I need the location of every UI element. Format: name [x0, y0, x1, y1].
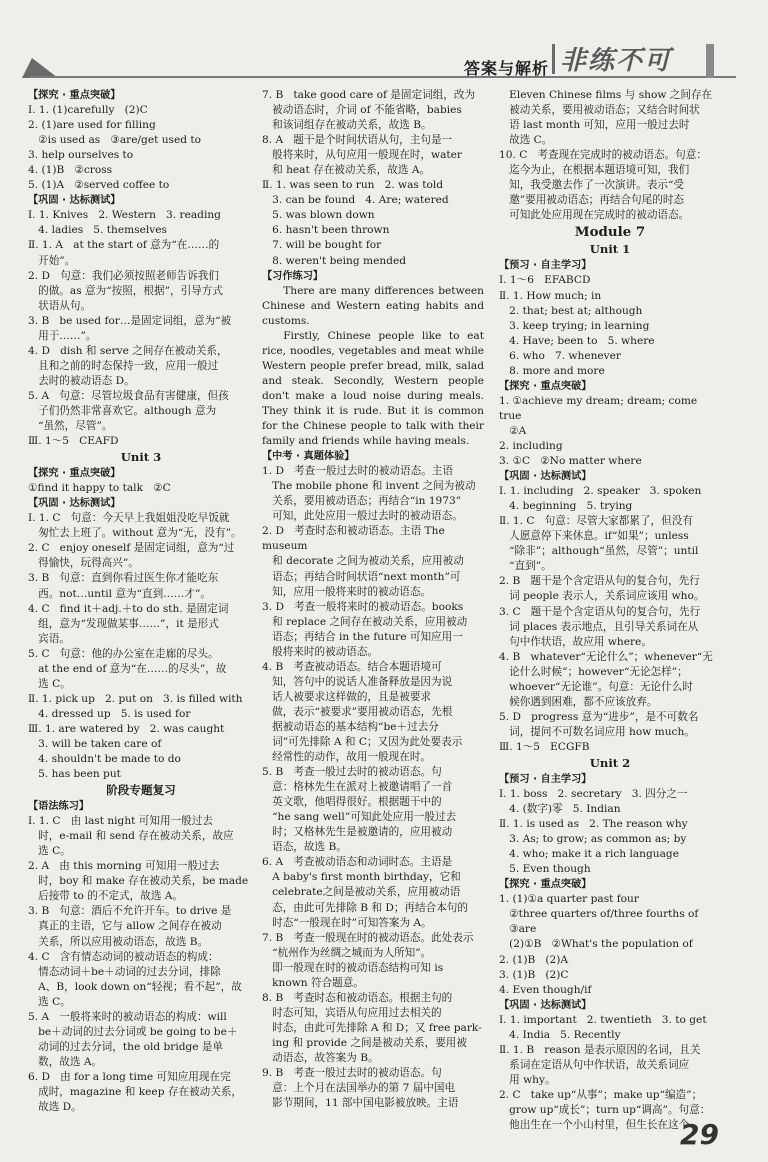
answer-line: Ⅱ. 1. was seen to run 2. was told: [262, 179, 444, 192]
answer-line: 据被动语态的基本结构“be＋过去分: [262, 720, 439, 733]
answer-line: 时，e-mail 和 send 存在被动关系，故应: [28, 830, 234, 843]
answer-line: 3. (1)B (2)C: [499, 968, 569, 981]
answer-line: 4. beginning 5. trying: [499, 500, 633, 513]
answer-line: 4. C find it＋adj.＋to do sth. 是固定词: [28, 602, 229, 615]
answer-line: 他出生在一个小山村里，但生长在这个: [499, 1119, 690, 1132]
answer-line: 且和之前的时态保持一致，应用一般过: [28, 359, 219, 372]
answer-line: 可知此处应用现在完成时的被动语态。: [499, 209, 690, 222]
answer-line: 2. (1)are used for filling: [28, 119, 156, 132]
section-heading: 【预习 · 自主学习】: [499, 773, 592, 785]
answer-line: 3. help ourselves to: [28, 149, 134, 162]
answer-line: 1. (1)①a quarter past four: [499, 893, 639, 906]
answer-line: 7. B take good care of 是固定词组，改为: [262, 89, 476, 101]
answer-line: 2. that; best at; although: [499, 304, 643, 317]
section-heading: 【巩固 · 达标测试】: [499, 999, 592, 1011]
answer-line: 关系，所以应用被动语态，故选 B。: [28, 935, 209, 948]
corner-triangle-decoration: [22, 58, 58, 78]
column-left: [28, 88, 254, 1115]
answer-line: 4. ladies 5. themselves: [28, 224, 167, 237]
answer-line: 选 C。: [28, 845, 71, 858]
answer-line: grow up“成长”；turn up“调高”。句意：: [499, 1104, 711, 1116]
answer-line: 用于……”。: [28, 329, 97, 342]
answer-line: ①find it happy to talk ②C: [28, 482, 171, 495]
answer-line: 选 C。: [28, 677, 71, 690]
answer-line: celebrate之间是被动关系，应用被动语: [262, 886, 461, 899]
answer-line: 5. has been put: [28, 768, 121, 781]
answer-line: 候你遇到困难，都不应该放弃。: [499, 695, 658, 708]
section-heading: 【中考 · 真题体验】: [262, 451, 355, 463]
answer-line: 情态动词＋be＋动词的过去分词，排除: [28, 965, 221, 978]
answer-line: 后接带 to 的不定式，故选 A。: [28, 890, 184, 903]
answer-line: whoever“无论谁”。句意：无论什么时: [499, 680, 693, 693]
answer-line: 6. A 考查被动语态和动词时态。主语是: [262, 856, 453, 869]
answer-line: 4. Even though/if: [499, 983, 592, 996]
answer-line: 意：格林先生在派对上被邀请唱了一首: [262, 781, 453, 794]
section-heading: 【巩固 · 达标测试】: [499, 471, 592, 483]
answer-line: Ⅱ. 1. pick up 2. put on 3. is filled with: [28, 692, 243, 705]
column-middle: [262, 88, 484, 1111]
answer-line: known 符合题意。: [262, 976, 364, 989]
section-heading: 【探究 · 重点突破】: [499, 879, 592, 891]
answer-line: “he sang well”可知此处应用一般过去: [262, 811, 457, 824]
section-heading: 【巩固 · 达标测试】: [28, 498, 121, 510]
answer-line: 子们仍然非常喜欢它。although 意为: [28, 404, 217, 417]
answer-line: 8. B 考查时态和被动语态。根据主句的: [262, 991, 453, 1004]
answer-line: 真正的主语，它与 allow 之间存在被动: [28, 920, 222, 933]
answer-line: 6. D 由 for a long time 可知应用现在完: [28, 1070, 231, 1083]
answer-line: 2. D 句意：我们必须按照老师告诉我们: [28, 269, 219, 282]
answer-line: Ⅰ. 1～6 EFABCD: [499, 274, 591, 287]
answer-line: Ⅱ. 1. A at the start of 意为“在……的: [28, 239, 220, 252]
header-bar-decoration: [706, 44, 714, 78]
answer-line: ②A: [499, 424, 527, 437]
section-heading: 【语法练习】: [28, 801, 90, 813]
essay-paragraph: There are many differences between Chinese and Western eating habits and customs.: [262, 284, 484, 327]
answer-line: 可知，此处应用一般过去时的被动语态。: [262, 510, 463, 523]
module-heading: Module 7: [574, 224, 646, 241]
unit-heading: Unit 2: [589, 755, 631, 770]
answer-line: 词 places 表示地点，且引导关系词在从: [499, 620, 699, 633]
answer-line: 宾语。: [28, 632, 70, 645]
answer-line: 7. B 考查一般现在时的被动语态。此处表示: [262, 931, 474, 944]
answer-line: 3. B 句意：直到你看过医生你才能吃东: [28, 572, 219, 585]
unit-heading: Unit 3: [120, 450, 162, 465]
answer-line: 5. A 一般将来时的被动语态的构成：will: [28, 1010, 227, 1023]
answer-line: 3. keep trying; in learning: [499, 319, 650, 332]
answer-line: 匆忙去上班了。without 意为“无，没有”。: [28, 527, 242, 540]
answer-line: 4. India 5. Recently: [499, 1028, 621, 1041]
answer-line: 4. (1)B ②cross: [28, 164, 113, 177]
answer-line: 话人被要求这样做的，且是被要求: [262, 690, 432, 703]
answer-line: 词”可先排除 A 和 C；又因为此处要表示: [262, 736, 463, 749]
answer-line: ing 和 provide 之间是被动关系，要用被: [262, 1036, 467, 1049]
answer-line: 2. (1)B (2)A: [499, 953, 569, 966]
answer-line: “杭州作为丝绸之城而为人所知”。: [262, 946, 432, 959]
answer-line: Ⅲ. 1. are watered by 2. was caught: [28, 722, 225, 735]
answer-line: 开始”。: [28, 254, 76, 267]
page-header: [0, 0, 768, 82]
answer-line: 动词的过去分词，the old bridge 是单: [28, 1040, 224, 1053]
answer-line: Ⅰ. 1. important 2. twentieth 3. to get: [499, 1013, 707, 1026]
answer-line: 8. more and more: [499, 364, 605, 377]
answer-line: 语态；再结合时间状语“next month”可: [262, 570, 461, 583]
answer-line: 选 C。: [28, 995, 71, 1008]
answer-line: 时态可知，宾语从句应用过去相关的: [262, 1006, 442, 1019]
answer-line: 做，表示“被要求”要用被动语态，先根: [262, 705, 453, 718]
answer-line: 组，意为“发现做某事……”，it 是形式: [28, 617, 219, 630]
answer-line: 系词在定语从句中作状语，故关系词应: [499, 1058, 690, 1071]
header-rule: [30, 76, 736, 78]
answer-line: Ⅱ. 1. B reason 是表示原因的名词，且关: [499, 1043, 701, 1056]
answer-line: 状语从句。: [28, 299, 92, 312]
answer-line: 般将来时，从句应用一般现在时，water: [262, 149, 462, 162]
answer-line: 般将来时的被动语态。: [262, 645, 379, 658]
answer-line: 词 people 表示人，关系词应该用 who。: [499, 590, 705, 603]
answer-line: 3. B be used for…是固定词组，意为“被: [28, 314, 232, 327]
answer-line: 5. C 句意：他的办公室在走廊的尽头。: [28, 647, 219, 660]
page-number: 29: [680, 1118, 719, 1151]
answer-line: Ⅰ. 1. C 由 last night 可知用一般过去: [28, 815, 213, 828]
answer-line: 5. (1)A ②served coffee to: [28, 179, 170, 192]
answer-line: 意：上个月在法国举办的第 7 届中国电: [262, 1082, 456, 1095]
answer-line: Ⅱ. 1. How much; in: [499, 289, 602, 302]
answer-line: 邀”要用被动语态；再结合句尾的时态: [499, 194, 685, 207]
answer-line: Ⅰ. 1. boss 2. secretary 3. 四分之一: [499, 788, 688, 801]
answer-line: 论什么时候”；however“无论怎样”；: [499, 665, 688, 678]
answer-line: 4. B 考查被动语态。结合本题语境可: [262, 660, 442, 673]
answer-line: 5. Even though: [499, 863, 591, 876]
answer-line: 4. who; make it a rich language: [499, 848, 679, 861]
answer-line: A baby's first month birthday，它和: [262, 871, 461, 884]
answer-line: 6. hasn't been thrown: [262, 224, 390, 237]
answer-line: 7. will be bought for: [262, 239, 382, 252]
answer-line: “虽然，尽管”。: [28, 420, 113, 433]
answer-line: 知，应用一般将来时的被动语态。: [262, 585, 432, 598]
header-title: 答案与解析: [464, 59, 550, 78]
answer-line: 1. ①achieve my dream; dream; come true: [499, 394, 701, 422]
answer-line: 和 heat 存在被动关系，故选 A。: [262, 164, 431, 177]
section-heading: 【探究 · 重点突破】: [28, 90, 121, 101]
answer-line: 语态，故选 B。: [262, 841, 347, 854]
answer-line: 被动语态时，介词 of 不能省略，babies: [262, 104, 462, 117]
answer-line: 4. (数字)零 5. Indian: [499, 803, 621, 816]
answer-line: 2. C take up“从事”；make up“编造”；: [499, 1088, 703, 1101]
answer-line: 9. B 考查一般过去时的被动语态。句: [262, 1067, 442, 1080]
answer-line: 时态，由此可先排除 A 和 D；又 free park-: [262, 1021, 482, 1034]
unit-heading: 阶段专题复习: [106, 783, 176, 798]
answer-line: 人愿意停下来休息。if“如果”；unless: [499, 530, 689, 543]
answer-line: Ⅰ. 1. (1)carefully (2)C: [28, 104, 148, 117]
answer-line: 4. C 含有情态动词的被动语态的构成：: [28, 950, 219, 963]
column-right: [499, 88, 721, 1133]
answer-line: 被动关系，要用被动语态；又结合时间状: [499, 104, 700, 117]
answer-line: 关系，要用被动语态；再结合“in 1973”: [262, 495, 462, 508]
section-heading: 【预习 · 自主学习】: [499, 260, 592, 272]
answer-line: 和该词组存在被动关系，故选 B。: [262, 119, 432, 132]
answer-line: 得愉快，玩得高兴”。: [28, 557, 139, 570]
answer-line: 8. weren't being mended: [262, 254, 406, 267]
answer-line: 8. A 题干是个时间状语从句，主句是一: [262, 134, 453, 147]
answer-line: “除非”；although“虽然，尽管”；until: [499, 545, 699, 558]
answer-line: 3. will be taken care of: [28, 737, 162, 750]
answer-line: 时态“一般现在时”可知答案为 A。: [262, 916, 432, 929]
answer-line: The mobile phone 和 invent 之间为被动: [262, 480, 476, 493]
answer-line: 时，boy 和 make 存在被动关系，be made: [28, 875, 249, 888]
answer-line: 3. ①C ②No matter where: [499, 455, 642, 468]
answer-line: 语态；再结合 in the future 可知应用一: [262, 630, 463, 643]
answer-line: A、B，look down on“轻视；看不起”，故: [28, 980, 242, 993]
answer-line: 2. including: [499, 439, 563, 452]
answer-line: 即一般现在时的被动语态结构可知 is: [262, 961, 444, 974]
section-heading: 【习作练习】: [262, 270, 324, 282]
answer-line: 2. D 考查时态和被动语态。主语 The museum: [262, 525, 449, 553]
answer-line: 知，我受邀去作了一次演讲。表示“受: [499, 179, 685, 192]
answer-line: Ⅰ. 1. Knives 2. Western 3. reading: [28, 209, 221, 222]
answer-line: ③are: [499, 923, 537, 936]
answer-line: 1. D 考查一般过去时的被动语态。主语: [262, 465, 453, 478]
answer-line: 迄今为止，在根据本题语境可知，我们: [499, 164, 690, 177]
answer-line: 句中作状语，故应用 where。: [499, 635, 652, 648]
answer-line: “直到”。: [499, 560, 552, 573]
answer-line: ②is used as ③are/get used to: [28, 134, 202, 147]
answer-line: 4. Have; been to 5. where: [499, 334, 655, 347]
answer-line: Ⅰ. 1. including 2. speaker 3. spoken: [499, 485, 702, 498]
answer-line: 3. B 句意：酒后不允许开车。to drive 是: [28, 905, 232, 918]
answer-line: 影节期间，11 部中国电影被放映。主语: [262, 1097, 459, 1110]
answer-line: 3. C 题干是个含定语从句的复合句，先行: [499, 605, 701, 618]
section-heading: 【巩固 · 达标测试】: [28, 195, 121, 207]
answer-line: 3. As; to grow; as common as; by: [499, 833, 687, 846]
brand-logo: 非练不可: [560, 40, 700, 76]
answer-line: 2. B 题干是个含定语从句的复合句，先行: [499, 575, 700, 588]
answer-line: 6. who 7. whenever: [499, 349, 622, 362]
answer-line: 10. C 考查现在完成时的被动语态。句意：: [499, 149, 707, 162]
answer-line: 知，答句中的说话人准备释放是因为说: [262, 675, 453, 688]
answer-line: 语 last month 可知，应用一般过去时: [499, 119, 690, 132]
answer-line: 去时的被动语态 D。: [28, 374, 135, 387]
answer-line: 时；又格林先生是被邀请的，应用被动: [262, 826, 453, 839]
answer-line: 5. B 考查一般过去时的被动语态。句: [262, 766, 442, 779]
section-heading: 【探究 · 重点突破】: [28, 468, 121, 480]
answer-line: 西。not…until 意为“直到……才”。: [28, 587, 211, 600]
answer-line: be＋动词的过去分词或 be going to be＋: [28, 1025, 238, 1038]
answer-line: 3. can be found 4. Are; watered: [262, 194, 449, 207]
answer-line: 4. dressed up 5. is used for: [28, 707, 191, 720]
answer-line: Eleven Chinese films 与 show 之间存在: [499, 89, 713, 101]
answer-line: 经常性的动作，故用一般现在时。: [262, 751, 432, 764]
answer-line: Ⅱ. 1. is used as 2. The reason why: [499, 818, 688, 831]
answer-line: Ⅰ. 1. C 句意：今天早上我姐姐没吃早饭就: [28, 512, 230, 525]
answer-line: 4. D dish 和 serve 之间存在被动关系，: [28, 344, 228, 357]
answer-line: 数，故选 A。: [28, 1055, 103, 1068]
answer-line: 5. D progress 意为“进步”，是不可数名: [499, 710, 699, 723]
answer-line: ②three quarters of/three fourths of: [499, 908, 699, 921]
unit-heading: Unit 1: [589, 242, 631, 257]
answer-line: 动语态，故答案为 B。: [262, 1052, 379, 1064]
answer-line: 态，由此可先排除 B 和 D；再结合本句的: [262, 901, 468, 914]
answer-line: Ⅱ. 1. C 句意：尽管大家都累了，但没有: [499, 515, 693, 528]
answer-line: Ⅲ. 1～5 ECGFB: [499, 740, 590, 753]
answer-line: 故选 D。: [28, 1101, 82, 1114]
answer-line: 2. C enjoy oneself 是固定词组，意为“过: [28, 542, 235, 555]
answer-line: 用 why。: [499, 1073, 556, 1086]
answer-line: 故选 C。: [499, 134, 553, 147]
answer-line: at the end of 意为“在……的尽头”，故: [28, 662, 227, 675]
answer-line: 和 replace 之间存在被动关系，应用被动: [262, 615, 468, 628]
answer-line: 4. B whatever“无论什么”；whenever“无: [499, 650, 713, 663]
answer-line: 和 decorate 之间为被动关系，应用被动: [262, 555, 464, 568]
answer-line: 5. A 句意：尽管垃圾食品有害健康，但孩: [28, 389, 229, 402]
answer-line: Ⅲ. 1～5 CEAFD: [28, 435, 119, 448]
answer-line: 2. A 由 this morning 可知用一般过去: [28, 860, 220, 873]
answer-line: 的做。as 意为“按照，根据”，引导方式: [28, 284, 223, 297]
answer-line: 英文歌，他唱得很好。根据题干中的: [262, 796, 442, 809]
essay-paragraph: Firstly, Chinese people like to eat rice, noodles, vegetables and meat while Western people prefer bread, milk, salad and steak. Secondly, Western people don't make a loud noise during meals. They think it is rude. But it is common for the Chinese people to talk with their family and friends while having meals.: [262, 329, 484, 448]
answer-line: 词，提问不可数名词应用 how much。: [499, 725, 695, 738]
answer-line: 3. D 考查一般将来时的被动语态。books: [262, 600, 464, 613]
answer-line: 4. shouldn't be made to do: [28, 753, 181, 766]
answer-line: (2)①B ②What's the population of: [499, 938, 693, 951]
answer-line: 成时，magazine 和 keep 存在被动关系，: [28, 1086, 243, 1098]
answer-line: 5. was blown down: [262, 209, 375, 222]
section-heading: 【探究 · 重点突破】: [499, 380, 592, 392]
